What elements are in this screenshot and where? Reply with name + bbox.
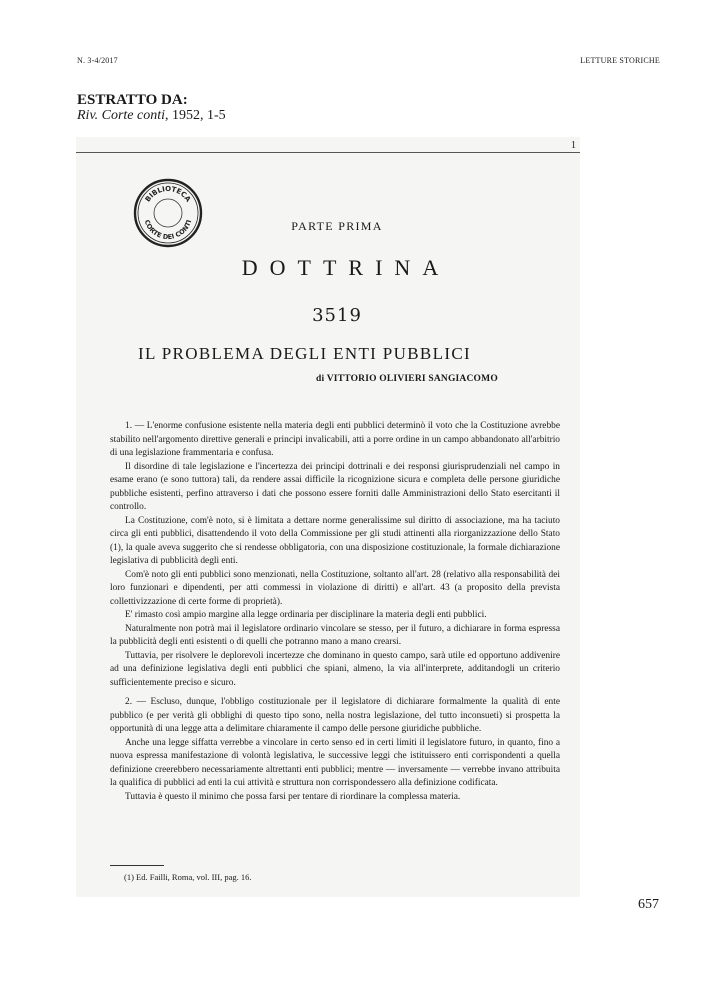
paragraph: Tuttavia è questo il minimo che possa farsi per tentare di riordinare la complessa materia. <box>125 791 461 802</box>
footnote-divider <box>110 865 164 866</box>
source-details: , 1952, 1-5 <box>165 108 226 123</box>
stamp-bottom-text: CORTE DEI CONTI <box>142 218 194 242</box>
paragraph: Com'è noto gli enti pubblici sono menzionati, nella Costituzione, soltanto all'art. 28 (relativo alla responsabilità dei loro funzionari e dipendenti, per atti commessi in violazione di diritti) e all'art. 43 (a proposito della prevista collettivizzazione di certe forme di proprietà). <box>110 569 560 607</box>
article-body <box>110 420 560 804</box>
section-heading: DOTTRINA <box>241 255 451 280</box>
article-author: di VITTORIO OLIVIERI SANGIACOMO <box>316 374 498 384</box>
paragraph: E' rimasto così ampio margine alla legge ordinaria per disciplinare la materia degli enti pubblici. <box>125 610 487 620</box>
extract-info <box>77 92 226 124</box>
paragraph: 2. — Escluso, dunque, l'obbligo costituzionale per il legislatore di dichiarare formalmente la qualità di ente pubblico (e per verità gli obblighi di questo tipo sono, nella nostra legislazione, del tutto inconsueti) si prospetta la opportunità di una legge atta a delimitare chiaramente il campo delle persone giuridiche pubbliche. <box>110 697 560 734</box>
paragraph: Tuttavia, per risolvere le deplorevoli incertezze che dominano in questo campo, sarà utile ed opportuno addivenire ad una definizione legislativa degli enti pubblici che spiani, almeno, la via all'interprete, additandogli un criterio sufficientemente preciso e sicuro. <box>110 650 560 688</box>
scan-page-number: 1 <box>571 140 576 151</box>
paragraph: La Costituzione, com'è noto, si è limitata a dettare norme generalissime sul diritto di associazione, ma ha taciuto circa gli enti pubblici, disattendendo il voto della Commissione per gli studi attinenti alla riorganizzazione dello Stato (1), la quale aveva suggerito che si rendesse obbligatoria, con una disposizione costituzionale, la formale dichiarazione legislativa di pubblicità degli enti. <box>110 515 560 566</box>
source-journal: Riv. Corte conti <box>77 108 165 123</box>
page-number: 657 <box>638 897 659 912</box>
library-stamp <box>132 177 204 249</box>
issue-number: N. 3-4/2017 <box>77 56 118 65</box>
section-name: LETTURE STORICHE <box>580 56 660 65</box>
scan-top-rule <box>76 152 580 153</box>
scanned-page <box>76 137 580 897</box>
paragraph: 1. — L'enorme confusione esistente nella materia degli enti pubblici determinò il voto che la Costituzione avrebbe stabilito nell'argomento direttive generali e principi invalicabili, atti a porre ordine in un campo abbandonato all'arbitrio di una legislazione frammentaria e confusa. <box>110 421 560 458</box>
stamp-top-text: BIBLIOTECA <box>143 184 193 204</box>
article-number: 3519 <box>312 305 362 326</box>
extract-source <box>77 108 226 124</box>
paragraph: Il disordine di tale legislazione e l'incertezza dei principi dottrinali e dei responsi giurisprudenziali nel campo in esame erano (e sono tuttora) tali, da rendere assai difficile la ricognizione sicura e completa delle persone giuridiche pubbliche esistenti, perfino attraverso i dati che possono essere forniti dalle Amministrazioni dello Stato esercitanti il controllo. <box>110 461 560 512</box>
part-heading: PARTE PRIMA <box>291 219 383 233</box>
article-title: IL PROBLEMA DEGLI ENTI PUBBLICI <box>138 344 472 363</box>
paragraph: Naturalmente non potrà mai il legislatore ordinario vincolare se stesso, per il futuro, a dichiarare in forma espressa la pubblicità degli enti esistenti o di quelli che potranno mano a mano crearsi. <box>110 623 560 647</box>
journal-header <box>77 56 660 68</box>
paragraph: Anche una legge siffatta verrebbe a vincolare in certo senso ed in certi limiti il legislatore futuro, in quanto, fino a nuova espressa manifestazione di volontà legislativa, le successive leggi che istituissero enti corrispondenti a quella definizione creerebbero necessariamente altrettanti enti pubblici; mentre — inversamente — verrebbe invano attribuita la qualifica di pubblici ad enti la cui attività e struttura non corrispondessero alla definizione codificata. <box>110 737 560 788</box>
footnote: (1) Ed. Failli, Roma, vol. III, pag. 16. <box>124 872 252 882</box>
extract-label: ESTRATTO DA: <box>77 92 188 108</box>
